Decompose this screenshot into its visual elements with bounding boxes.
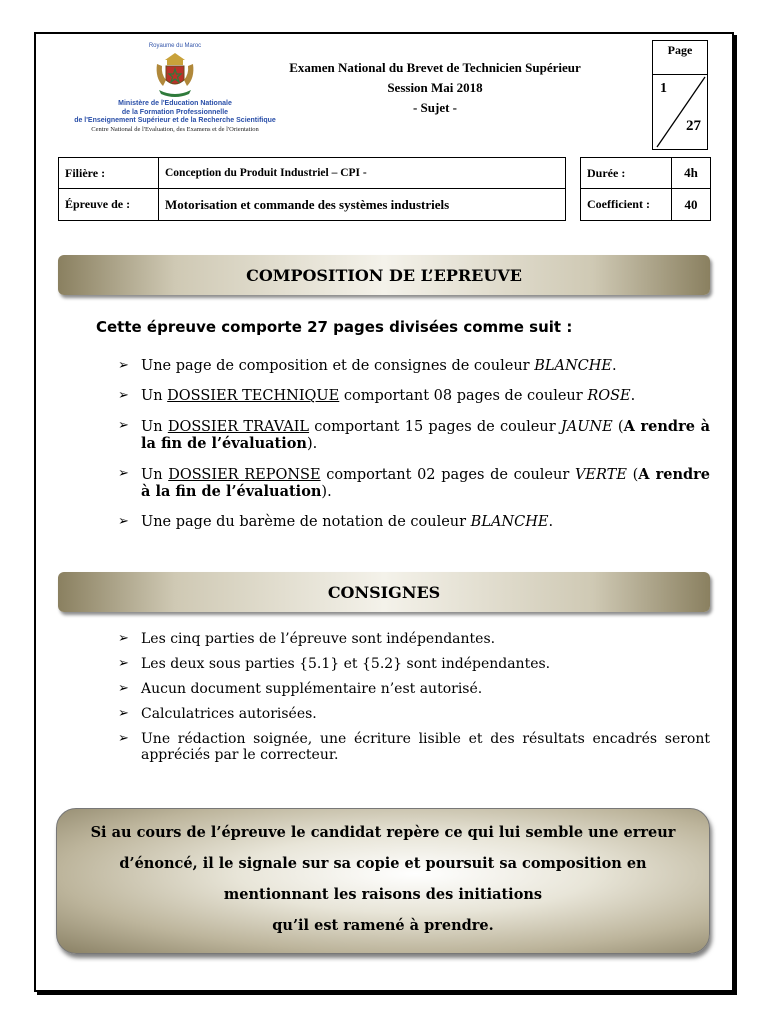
exam-title [280,58,590,118]
arrow-bullet-icon: ➢ [118,418,129,433]
arrow-bullet-icon: ➢ [118,681,129,696]
list-item: ➢ Un DOSSIER TECHNIQUE comportant 08 pages de couleur ROSE. [118,388,636,404]
epreuve-label: Épreuve de : [58,188,159,221]
centre-label: Centre National de l'Evaluation, des Examens et de l'Orientation [91,125,259,133]
exam-subject: - Sujet - [412,100,458,115]
coefficient-label: Coefficient : [580,188,672,221]
arrow-bullet-icon: ➢ [118,514,129,529]
list-item: ➢ Calculatrices autorisées. [118,706,317,722]
page-label: Page [667,43,693,57]
filiere-label: Filière : [58,157,159,189]
list-item: ➢ Une rédaction soignée, une écriture lisible et des résultats encadrés seront appréciés par le correcteur. [118,731,710,763]
page-number-box [652,40,708,150]
exam-session: Session Mai 2018 [387,80,483,95]
arrow-bullet-icon: ➢ [118,466,129,481]
notice-box [56,808,710,954]
arrow-bullet-icon: ➢ [118,388,129,403]
duree-value: 4h [671,157,711,189]
list-item: ➢ Une page du barème de notation de couleur BLANCHE. [118,514,554,530]
consignes-title: CONSIGNES [327,582,441,602]
duree-label: Durée : [580,157,672,189]
page-total: 27 [686,118,701,134]
filiere-value: Conception du Produit Industriel – CPI - [158,157,566,189]
notice-line-3: mentionnant les raisons des initiations [223,886,543,903]
ministry-block [50,40,300,145]
royal-emblem-icon [153,50,197,100]
list-item: ➢ Les cinq parties de l’épreuve sont indépendantes. [118,631,496,647]
arrow-bullet-icon: ➢ [118,706,129,721]
ministry-line-2: de la Formation Professionnelle [121,108,229,116]
arrow-bullet-icon: ➢ [118,656,129,671]
arrow-bullet-icon: ➢ [118,731,129,746]
composition-list [118,358,710,530]
page-current: 1 [660,81,667,96]
list-item: ➢ Un DOSSIER TRAVAIL comportant 15 pages de couleur JAUNE (A rendre à la fin de l’évaluation). [118,418,711,452]
consignes-banner [58,572,710,612]
notice-line-1: Si au cours de l’épreuve le candidat repère ce qui lui semble une erreur [90,824,676,841]
list-item: ➢ Les deux sous parties {5.1} et {5.2} sont indépendantes. [118,656,551,672]
composition-banner [58,255,710,295]
arrow-bullet-icon: ➢ [118,631,129,646]
notice-line-4: qu’il est ramené à prendre. [272,917,494,934]
arrow-bullet-icon: ➢ [118,358,129,373]
composition-title: COMPOSITION DE L’EPREUVE [246,265,522,285]
list-item: ➢ Une page de composition et de consignes de couleur BLANCHE. [118,358,617,374]
list-item: ➢ Un DOSSIER REPONSE comportant 02 pages de couleur VERTE (A rendre à la fin de l’évaluation). [118,466,710,500]
kingdom-label: Royaume du Maroc [148,43,202,49]
list-item: ➢ Aucun document supplémentaire n’est autorisé. [118,681,483,697]
epreuve-value: Motorisation et commande des systèmes industriels [158,188,566,221]
notice-line-2: d’énoncé, il le signale sur sa copie et poursuit sa composition en [119,855,647,872]
ministry-line-3: de l'Enseignement Supérieur et de la Recherche Scientifique [74,117,276,124]
ministry-line-1: Ministère de l'Education Nationale [118,100,232,107]
consignes-list [118,631,710,763]
coefficient-value: 40 [671,188,711,221]
exam-title-line-1: Examen National du Brevet de Technicien Supérieur [289,60,581,75]
composition-intro: Cette épreuve comporte 27 pages divisées comme suit : [96,318,573,336]
